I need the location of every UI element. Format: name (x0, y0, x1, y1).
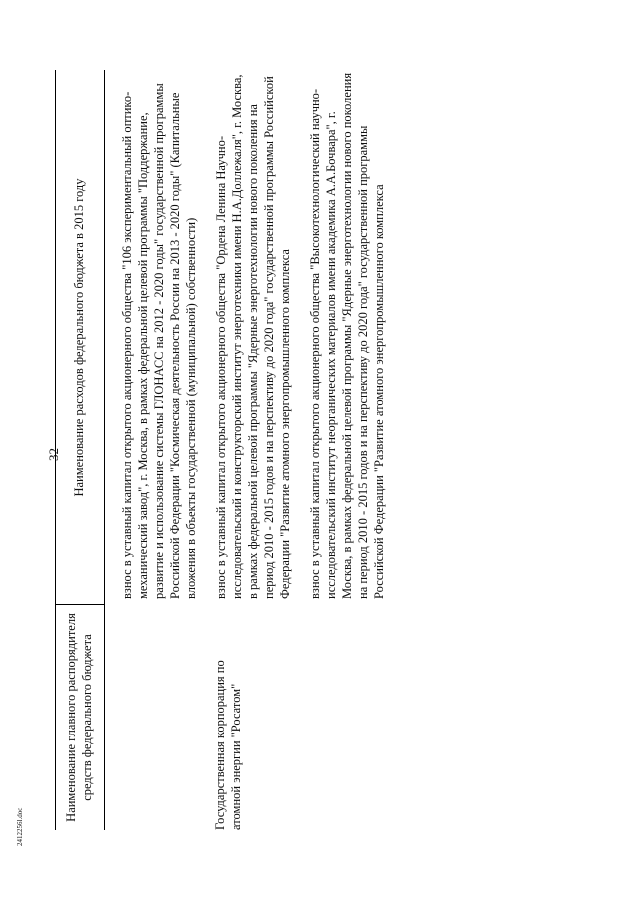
header-expenses: Наименование расходов федерального бюджета в 2015 году (72, 178, 87, 497)
footer-doc-id: 2412256l.doc (16, 807, 24, 846)
expenses-cell (213, 70, 387, 605)
expense-entry: взнос в уставный капитал открытого акционерного общества "Ордена Ленина Научно-исследовательский и конструкторский институт энерготехники имени Н.А.Доллежаля", г. Москва, в рамках федеральной целевой программы "Ядерные энерготехнологии нового поколения на период 2010 - 2015 годов и на перспективу до 2020 года" государственной программы Российской Федерации "Развитие атомного энергопромышленного комплекса (214, 74, 292, 599)
page-number: 32 (46, 448, 61, 461)
expense-entry: взнос в уставный капитал открытого акционерного общества "Высокотехнологический научно-исследовательский институт неорганических материалов имени академика А.А.Бочвара", г. Москва, в рамках федеральной целевой программы "Ядерные энерготехнологии нового поколения на период 2010 - 2015 годов и на перспективу до 2020 года" государственной программы Российской Федерации "Развитие атомного энергопромышленного комплекса (308, 72, 386, 599)
table-row (213, 70, 387, 830)
expense-entry: взнос в уставный капитал открытого акционерного общества "106 экспериментальный оптико-механический завод", г. Москва, в рамках федеральной целевой программы "Поддержание, развитие и использование системы ГЛОНАСС на 2012 - 2020 годы" государственной программы Российской Федерации "Космическая деятельность России на 2013 - 2020 годы" (Капитальные вложения в объекты государственной (муниципальной) собственности) (120, 83, 198, 599)
distributor-cell (119, 605, 199, 830)
header-distributor: Наименование главного распорядителя средств федерального бюджета (64, 613, 94, 822)
table-header (55, 70, 105, 830)
expenses-cell (119, 70, 199, 605)
rotated-page-content (55, 70, 485, 830)
distributor-cell: Государственная корпорация по атомной энергии "Росатом" (213, 660, 243, 830)
table-row (119, 70, 199, 830)
expenses-table (55, 70, 485, 830)
table-body (119, 70, 387, 830)
